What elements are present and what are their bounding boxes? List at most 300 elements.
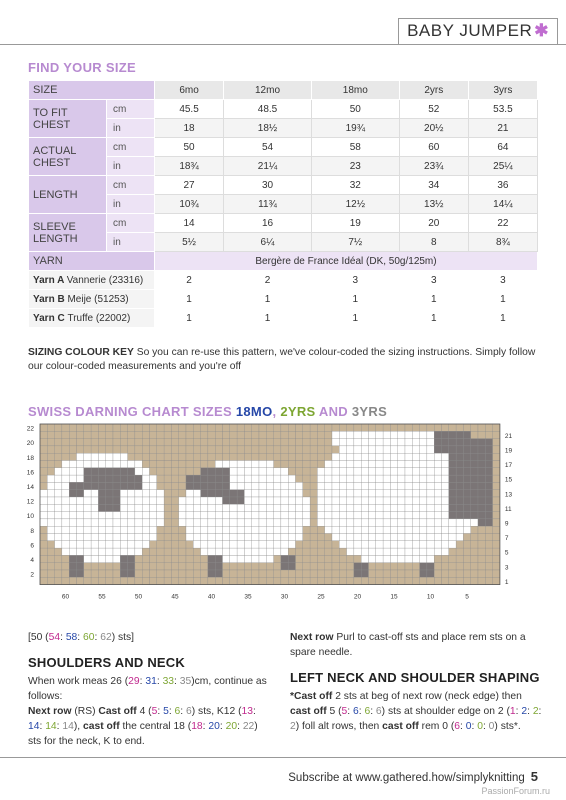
chart-cell <box>150 534 157 541</box>
chart-cell <box>208 512 215 519</box>
measure-value: 50 <box>311 100 399 119</box>
chart-cell <box>303 512 310 519</box>
chart-cell <box>390 439 397 446</box>
chart-cell <box>128 461 135 468</box>
row-label-left: 20 <box>26 440 34 448</box>
yarn-name: Yarn B Meije (51253) <box>29 290 155 309</box>
chart-cell <box>193 512 200 519</box>
chart-cell <box>281 548 288 555</box>
chart-cell <box>244 555 251 562</box>
measure-value: 14 <box>155 214 224 233</box>
chart-cell <box>412 563 419 570</box>
chart-cell <box>463 461 470 468</box>
chart-cell <box>493 548 500 555</box>
chart-cell <box>281 431 288 438</box>
chart-cell <box>244 548 251 555</box>
chart-cell <box>347 490 354 497</box>
chart-cell <box>376 461 383 468</box>
chart-cell <box>47 482 54 489</box>
chart-cell <box>55 570 62 577</box>
row-label-left: 12 <box>26 498 34 506</box>
chart-cell <box>281 512 288 519</box>
chart-cell <box>186 577 193 584</box>
chart-cell <box>47 548 54 555</box>
measure-value: 22 <box>468 214 537 233</box>
chart-cell <box>266 468 273 475</box>
chart-cell <box>186 570 193 577</box>
measure-value: 12½ <box>311 195 399 214</box>
chart-cell <box>215 453 222 460</box>
chart-cell <box>193 439 200 446</box>
chart-cell <box>281 519 288 526</box>
chart-cell <box>325 453 332 460</box>
chart-cell <box>471 519 478 526</box>
chart-cell <box>310 577 317 584</box>
chart-cell <box>427 468 434 475</box>
chart-cell <box>493 504 500 511</box>
chart-cell <box>317 497 324 504</box>
chart-cell <box>485 541 492 548</box>
chart-cell <box>442 541 449 548</box>
chart-cell <box>310 570 317 577</box>
chart-cell <box>84 526 91 533</box>
chart-cell <box>40 519 47 526</box>
chart-cell <box>69 497 76 504</box>
chart-cell <box>303 475 310 482</box>
chart-cell <box>150 504 157 511</box>
chart-cell <box>383 526 390 533</box>
chart-cell <box>47 512 54 519</box>
chart-cell <box>303 519 310 526</box>
chart-cell <box>288 519 295 526</box>
chart-cell <box>259 439 266 446</box>
chart-cell <box>347 519 354 526</box>
chart-cell <box>456 482 463 489</box>
chart-cell <box>420 526 427 533</box>
chart-cell <box>237 563 244 570</box>
chart-cell <box>230 512 237 519</box>
chart-cell <box>266 461 273 468</box>
chart-cell <box>303 534 310 541</box>
chart-cell <box>266 541 273 548</box>
measure-value: 16 <box>224 214 312 233</box>
chart-cell <box>135 468 142 475</box>
chart-cell <box>281 482 288 489</box>
chart-cell <box>259 555 266 562</box>
unit-label: cm <box>107 176 155 195</box>
chart-cell <box>471 490 478 497</box>
chart-cell <box>383 548 390 555</box>
chart-cell <box>434 534 441 541</box>
chart-cell <box>369 555 376 562</box>
chart-cell <box>215 504 222 511</box>
chart-cell <box>442 504 449 511</box>
chart-cell <box>69 439 76 446</box>
chart-cell <box>420 534 427 541</box>
chart-cell <box>186 504 193 511</box>
chart-cell <box>237 570 244 577</box>
chart-cell <box>325 570 332 577</box>
chart-cell <box>412 577 419 584</box>
chart-cell <box>310 555 317 562</box>
chart-cell <box>91 424 98 431</box>
chart-cell <box>98 563 105 570</box>
chart-cell <box>303 453 310 460</box>
chart-cell <box>186 475 193 482</box>
chart-cell <box>208 534 215 541</box>
chart-cell <box>47 439 54 446</box>
chart-cell <box>40 446 47 453</box>
chart-cell <box>376 453 383 460</box>
chart-cell <box>274 512 281 519</box>
chart-cell <box>442 453 449 460</box>
chart-cell <box>230 490 237 497</box>
chart-cell <box>296 482 303 489</box>
chart-cell <box>281 577 288 584</box>
chart-cell <box>383 490 390 497</box>
chart-cell <box>383 563 390 570</box>
chart-cell <box>478 541 485 548</box>
chart-cell <box>266 439 273 446</box>
chart-cell <box>98 504 105 511</box>
chart-cell <box>347 475 354 482</box>
chart-cell <box>230 577 237 584</box>
col-label: 40 <box>207 593 216 601</box>
chart-cell <box>230 526 237 533</box>
chart-cell <box>47 475 54 482</box>
chart-cell <box>91 453 98 460</box>
col-label: 10 <box>426 593 435 601</box>
chart-cell <box>98 526 105 533</box>
chart-cell <box>179 534 186 541</box>
chart-cell <box>201 541 208 548</box>
chart-cell <box>40 512 47 519</box>
chart-cell <box>113 504 120 511</box>
chart-cell <box>434 512 441 519</box>
chart-cell <box>456 570 463 577</box>
chart-cell <box>493 424 500 431</box>
chart-cell <box>179 475 186 482</box>
chart-cell <box>135 570 142 577</box>
chart-cell <box>390 541 397 548</box>
chart-cell <box>332 541 339 548</box>
chart-cell <box>463 439 470 446</box>
chart-title <box>28 404 387 419</box>
chart-cell <box>493 482 500 489</box>
chart-cell <box>420 497 427 504</box>
chart-cell <box>376 555 383 562</box>
chart-cell <box>69 519 76 526</box>
col-label: 15 <box>390 593 398 601</box>
subscribe-link[interactable]: Subscribe at www.gathered.how/simplyknitting <box>288 772 525 784</box>
measure-value: 54 <box>224 138 312 157</box>
chart-cell <box>274 431 281 438</box>
chart-cell <box>449 534 456 541</box>
chart-cell <box>84 468 91 475</box>
chart-cell <box>113 570 120 577</box>
chart-cell <box>193 446 200 453</box>
chart-cell <box>113 541 120 548</box>
chart-cell <box>478 475 485 482</box>
chart-cell <box>317 482 324 489</box>
chart-cell <box>398 453 405 460</box>
chart-cell <box>456 468 463 475</box>
chart-cell <box>208 504 215 511</box>
yarn-qty: 1 <box>224 309 312 328</box>
chart-cell <box>120 541 127 548</box>
chart-cell <box>427 504 434 511</box>
chart-cell <box>128 431 135 438</box>
chart-cell <box>40 468 47 475</box>
chart-cell <box>47 424 54 431</box>
chart-cell <box>493 555 500 562</box>
chart-cell <box>128 504 135 511</box>
chart-cell <box>106 563 113 570</box>
chart-cell <box>179 446 186 453</box>
chart-cell <box>383 431 390 438</box>
chart-cell <box>434 446 441 453</box>
chart-cell <box>98 512 105 519</box>
chart-cell <box>91 541 98 548</box>
chart-cell <box>354 424 361 431</box>
chart-cell <box>98 453 105 460</box>
chart-cell <box>106 468 113 475</box>
col-label: 20 <box>353 593 362 601</box>
chart-cell <box>361 534 368 541</box>
shoulders-para2: Next row (RS) Cast off 4 (5: 5: 6: 6) sts, K12 (13: 14: 14: 14), cast off the central 18 (18: 20: 20: 22) sts for the neck, K to end. <box>28 706 258 747</box>
chart-cell <box>237 497 244 504</box>
chart-cell <box>442 534 449 541</box>
chart-cell <box>193 504 200 511</box>
chart-cell <box>288 439 295 446</box>
chart-cell <box>369 534 376 541</box>
chart-cell <box>186 439 193 446</box>
chart-cell <box>135 577 142 584</box>
chart-cell <box>485 439 492 446</box>
chart-cell <box>142 475 149 482</box>
chart-cell <box>449 519 456 526</box>
chart-cell <box>449 482 456 489</box>
chart-cell <box>274 424 281 431</box>
chart-cell <box>150 563 157 570</box>
chart-cell <box>40 431 47 438</box>
chart-cell <box>463 577 470 584</box>
chart-cell <box>77 548 84 555</box>
chart-cell <box>157 482 164 489</box>
chart-cell <box>244 490 251 497</box>
chart-cell <box>164 475 171 482</box>
chart-cell <box>354 461 361 468</box>
chart-cell <box>142 541 149 548</box>
col-label: 60 <box>61 593 70 601</box>
chart-cell <box>193 570 200 577</box>
chart-cell <box>98 548 105 555</box>
chart-cell <box>128 468 135 475</box>
chart-cell <box>281 475 288 482</box>
chart-cell <box>215 446 222 453</box>
chart-cell <box>412 431 419 438</box>
chart-cell <box>405 555 412 562</box>
chart-cell <box>40 424 47 431</box>
chart-cell <box>135 453 142 460</box>
chart-cell <box>405 512 412 519</box>
chart-cell <box>376 468 383 475</box>
chart-cell <box>179 482 186 489</box>
chart-cell <box>442 475 449 482</box>
chart-cell <box>69 512 76 519</box>
chart-cell <box>420 541 427 548</box>
chart-cell <box>471 461 478 468</box>
chart-cell <box>120 482 127 489</box>
chart-cell <box>120 534 127 541</box>
chart-cell <box>193 453 200 460</box>
chart-cell <box>208 482 215 489</box>
chart-cell <box>142 563 149 570</box>
chart-cell <box>310 504 317 511</box>
row-label-left: 16 <box>26 469 34 477</box>
chart-cell <box>77 468 84 475</box>
chart-cell <box>288 541 295 548</box>
chart-cell <box>390 526 397 533</box>
chart-cell <box>390 482 397 489</box>
chart-cell <box>142 570 149 577</box>
chart-cell <box>449 504 456 511</box>
chart-cell <box>434 519 441 526</box>
col-label: 55 <box>98 593 106 601</box>
chart-cell <box>339 490 346 497</box>
chart-cell <box>91 555 98 562</box>
chart-cell <box>325 526 332 533</box>
chart-cell <box>244 468 251 475</box>
chart-cell <box>62 439 69 446</box>
chart-cell <box>193 563 200 570</box>
chart-cell <box>135 534 142 541</box>
chart-title-18mo: 18MO <box>235 404 273 419</box>
chart-cell <box>456 475 463 482</box>
unit-label: in <box>107 233 155 252</box>
chart-cell <box>485 504 492 511</box>
chart-cell <box>274 555 281 562</box>
chart-cell <box>325 482 332 489</box>
chart-cell <box>157 439 164 446</box>
chart-cell <box>478 504 485 511</box>
chart-cell <box>427 548 434 555</box>
chart-cell <box>120 570 127 577</box>
chart-cell <box>62 446 69 453</box>
chart-cell <box>252 577 259 584</box>
chart-cell <box>150 490 157 497</box>
chart-cell <box>456 548 463 555</box>
chart-cell <box>369 512 376 519</box>
chart-cell <box>376 526 383 533</box>
chart-cell <box>171 490 178 497</box>
chart-cell <box>193 541 200 548</box>
chart-cell <box>142 446 149 453</box>
chart-cell <box>463 424 470 431</box>
chart-cell <box>55 519 62 526</box>
chart-cell <box>150 424 157 431</box>
chart-cell <box>171 482 178 489</box>
chart-cell <box>325 548 332 555</box>
chart-cell <box>128 424 135 431</box>
chart-cell <box>128 541 135 548</box>
chart-cell <box>201 439 208 446</box>
chart-cell <box>456 439 463 446</box>
chart-cell <box>201 526 208 533</box>
measure-value: 8¾ <box>468 233 537 252</box>
chart-cell <box>40 475 47 482</box>
chart-cell <box>398 497 405 504</box>
chart-cell <box>376 563 383 570</box>
col-label: 30 <box>280 593 289 601</box>
chart-cell <box>339 475 346 482</box>
measure-value: 19¾ <box>311 119 399 138</box>
swiss-darning-chart <box>0 420 566 606</box>
chart-cell <box>296 504 303 511</box>
chart-cell <box>398 461 405 468</box>
chart-cell <box>310 548 317 555</box>
chart-cell <box>142 439 149 446</box>
size-table <box>28 80 538 328</box>
chart-cell <box>383 475 390 482</box>
chart-cell <box>274 468 281 475</box>
chart-cell <box>288 555 295 562</box>
chart-cell <box>120 504 127 511</box>
unit-label: in <box>107 119 155 138</box>
chart-cell <box>252 563 259 570</box>
chart-cell <box>383 482 390 489</box>
chart-cell <box>369 563 376 570</box>
chart-cell <box>252 482 259 489</box>
chart-cell <box>164 541 171 548</box>
chart-cell <box>398 490 405 497</box>
chart-cell <box>171 548 178 555</box>
chart-cell <box>179 497 186 504</box>
chart-cell <box>201 424 208 431</box>
chart-cell <box>69 424 76 431</box>
chart-cell <box>485 475 492 482</box>
chart-cell <box>339 424 346 431</box>
chart-cell <box>223 577 230 584</box>
chart-cell <box>113 512 120 519</box>
chart-cell <box>252 504 259 511</box>
chart-cell <box>252 570 259 577</box>
right-column <box>290 630 542 734</box>
chart-cell <box>390 497 397 504</box>
chart-cell <box>47 541 54 548</box>
chart-cell <box>317 512 324 519</box>
chart-cell <box>296 512 303 519</box>
chart-cell <box>252 431 259 438</box>
chart-cell <box>347 577 354 584</box>
chart-cell <box>47 431 54 438</box>
chart-cell <box>288 497 295 504</box>
chart-cell <box>354 504 361 511</box>
chart-cell <box>325 519 332 526</box>
chart-cell <box>442 439 449 446</box>
yarn-qty: 3 <box>311 271 399 290</box>
chart-cell <box>266 548 273 555</box>
unit-label: cm <box>107 138 155 157</box>
chart-cell <box>91 512 98 519</box>
chart-cell <box>223 519 230 526</box>
chart-cell <box>427 461 434 468</box>
chart-cell <box>354 577 361 584</box>
chart-cell <box>471 468 478 475</box>
chart-cell <box>77 577 84 584</box>
chart-cell <box>493 534 500 541</box>
chart-cell <box>223 446 230 453</box>
